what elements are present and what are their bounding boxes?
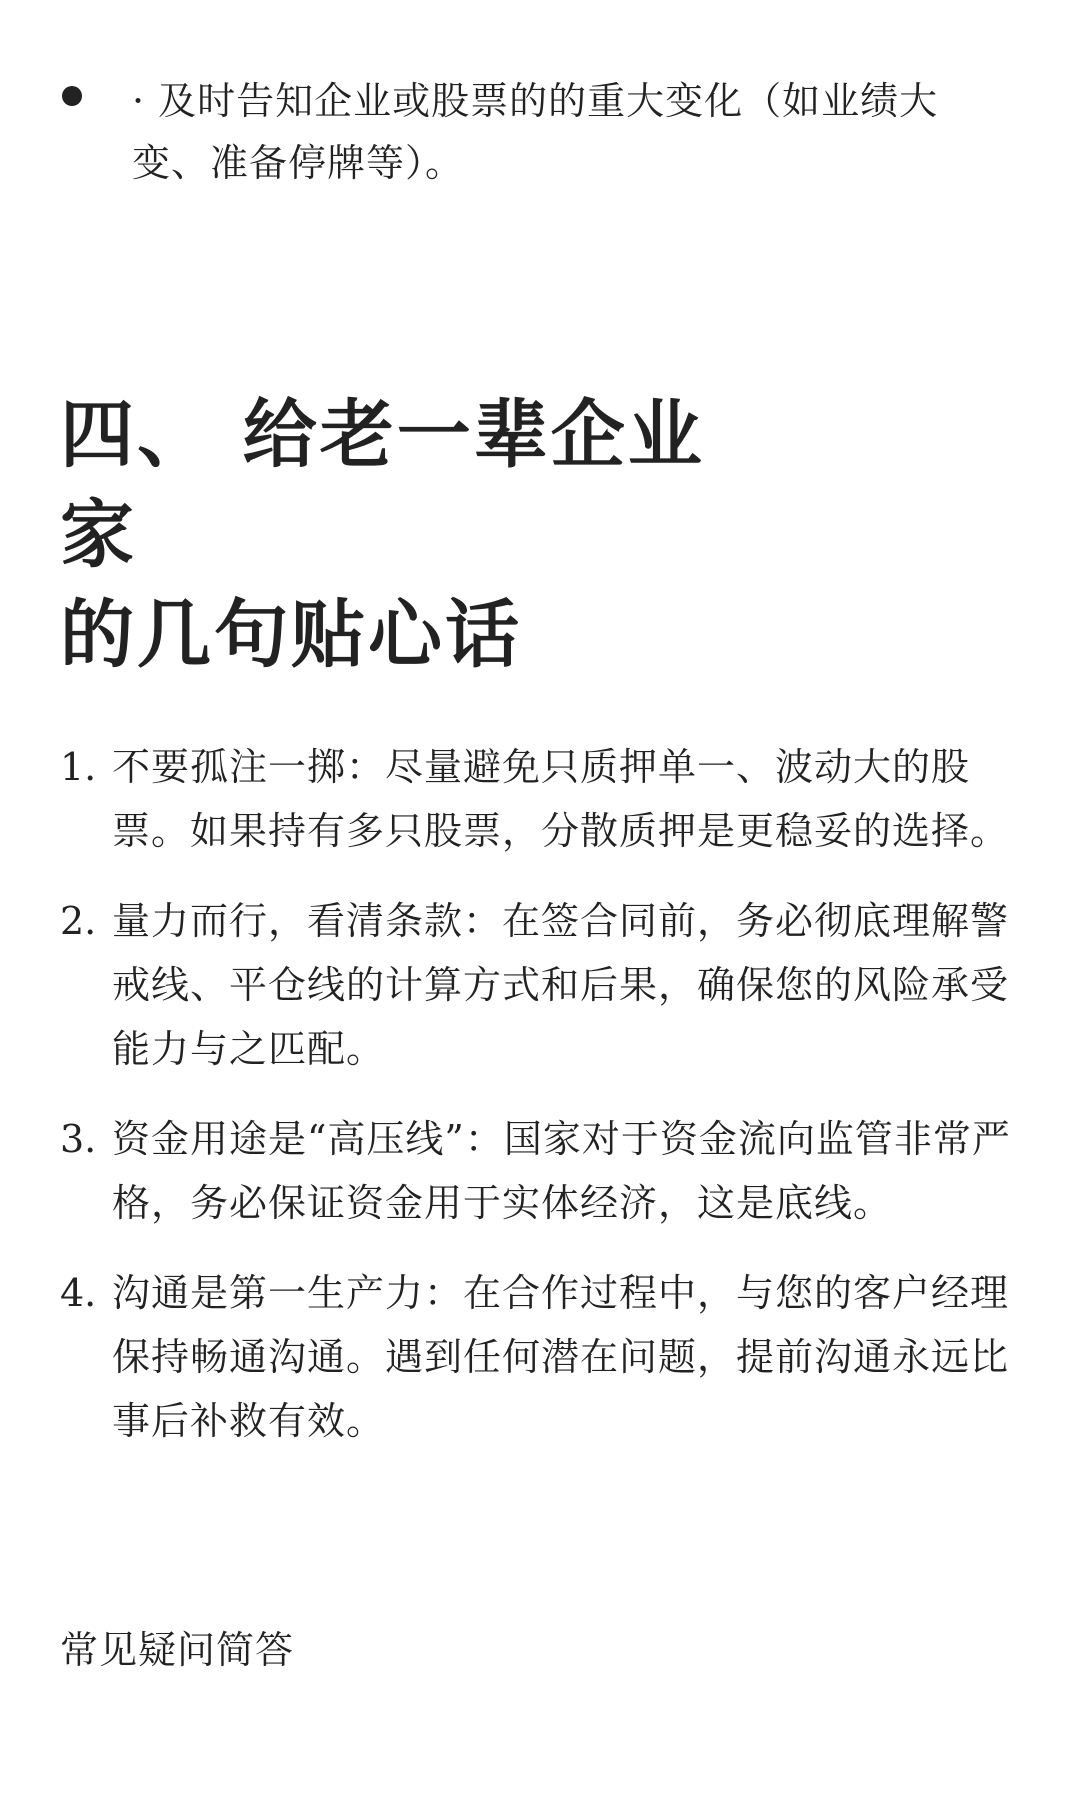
list-item-text: 不要孤注一掷：尽量避免只质押单一、波动大的股票。如果持有多只股票，分散质押是更稳妥的选择。 (112, 745, 1010, 853)
list-item-number: 2. (60, 899, 97, 943)
list-item-text: 量力而行，看清条款：在签合同前，务必彻底理解警戒线、平仓线的计算方式和后果，确保您的风险承受能力与之匹配。 (112, 899, 1010, 1071)
faq-section-title: 常见疑问简答 (60, 1628, 295, 1672)
section-heading-line2: 的几句贴心话 (60, 592, 522, 678)
section-heading-line1: 四、 给老一辈企业家 (60, 392, 705, 578)
bullet-dot-icon (62, 86, 82, 106)
bullet-list-item (62, 70, 1022, 194)
list-item (60, 1107, 1030, 1235)
list-item-number: 4. (60, 1271, 97, 1315)
list-item-text: 沟通是第一生产力：在合作过程中，与您的客户经理保持畅通沟通。遇到任何潜在问题，提前沟通永远比事后补救有效。 (112, 1271, 1010, 1443)
list-item (60, 889, 1030, 1081)
list-item-number: 3. (60, 1117, 97, 1161)
list-item (60, 1261, 1030, 1453)
list-item (60, 735, 1030, 863)
list-item-number: 1. (60, 745, 97, 789)
tips-list (60, 735, 1030, 1479)
list-item-text: 资金用途是“高压线”：国家对于资金流向监管非常严格，务必保证资金用于实体经济，这是底线。 (112, 1117, 1011, 1225)
bullet-text: · 及时告知企业或股票的的重大变化（如业绩大变、准备停牌等）。 (132, 79, 939, 185)
section-heading (60, 385, 780, 685)
